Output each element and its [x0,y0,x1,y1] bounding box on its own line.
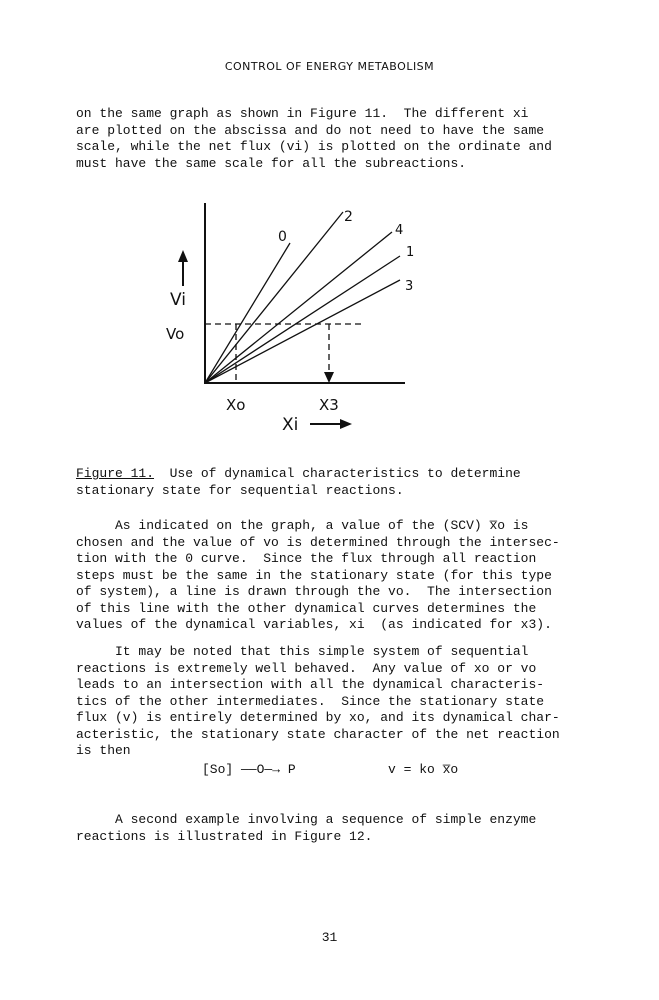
caption-text: Use of dynamical characteristics to determine stationary state for sequential reactions. [76,466,521,498]
curve-2 [205,212,343,383]
x-label-arrowhead [340,419,352,429]
caption-label: Figure 11. [76,466,155,481]
x3-arrowhead [324,372,334,383]
curve-0 [205,243,290,383]
x3-label: X3 [319,396,339,414]
curve-3-label: 3 [405,279,414,294]
vo-label: Vo [166,325,185,343]
curve-1 [205,256,400,383]
curve-3 [205,280,400,383]
page-number: 31 [321,930,338,945]
figure-caption [76,466,596,499]
x-axis-label: Xi [282,415,299,435]
reaction-formula: [So] ——O—→ P [202,762,296,777]
paragraph-behavior: It may be noted that this simple system of sequential reactions is extremely well behaved. Any value of xo or vo leads to an intersection with all the dynamical characteris- tics of the other intermediates. Since the stationary state flux (v) is entirely determined by xo, and its dynamical char- acteristic, the stationary state character of the net reaction is then [76,644,560,758]
y-axis-label: Vi [170,290,186,310]
paragraph-intro: on the same graph as shown in Figure 11. The different xi are plotted on the abscissa and do not need to have the same scale, while the net flux (vi) is plotted on the ordinate and must have the same scale for all the subreactions. [76,106,552,171]
curve-1-label: 1 [406,245,415,260]
curve-2-label: 2 [344,209,353,225]
flux-formula: v = ko x̅o [388,762,459,777]
paragraph-method: As indicated on the graph, a value of the (SCV) x̅o is chosen and the value of vo is determined through the intersec- tion with the 0 curve. Since the flux through all reaction steps must be the same in the stationary state (for this type of system), a line is drawn through the vo. The intersection of this line with the other dynamical curves determines the values of the dynamical variables, xi (as indicated for x3). [76,518,560,632]
curve-4-label: 4 [395,223,404,238]
curve-4 [205,232,392,383]
curve-0-label: 0 [278,229,287,245]
y-label-arrowhead [178,250,188,262]
running-head: CONTROL OF ENERGY METABOLISM [224,60,435,73]
paragraph-next-example: A second example involving a sequence of simple enzyme reactions is illustrated in Figure 12. [76,812,537,844]
xo-label: Xo [226,396,246,414]
